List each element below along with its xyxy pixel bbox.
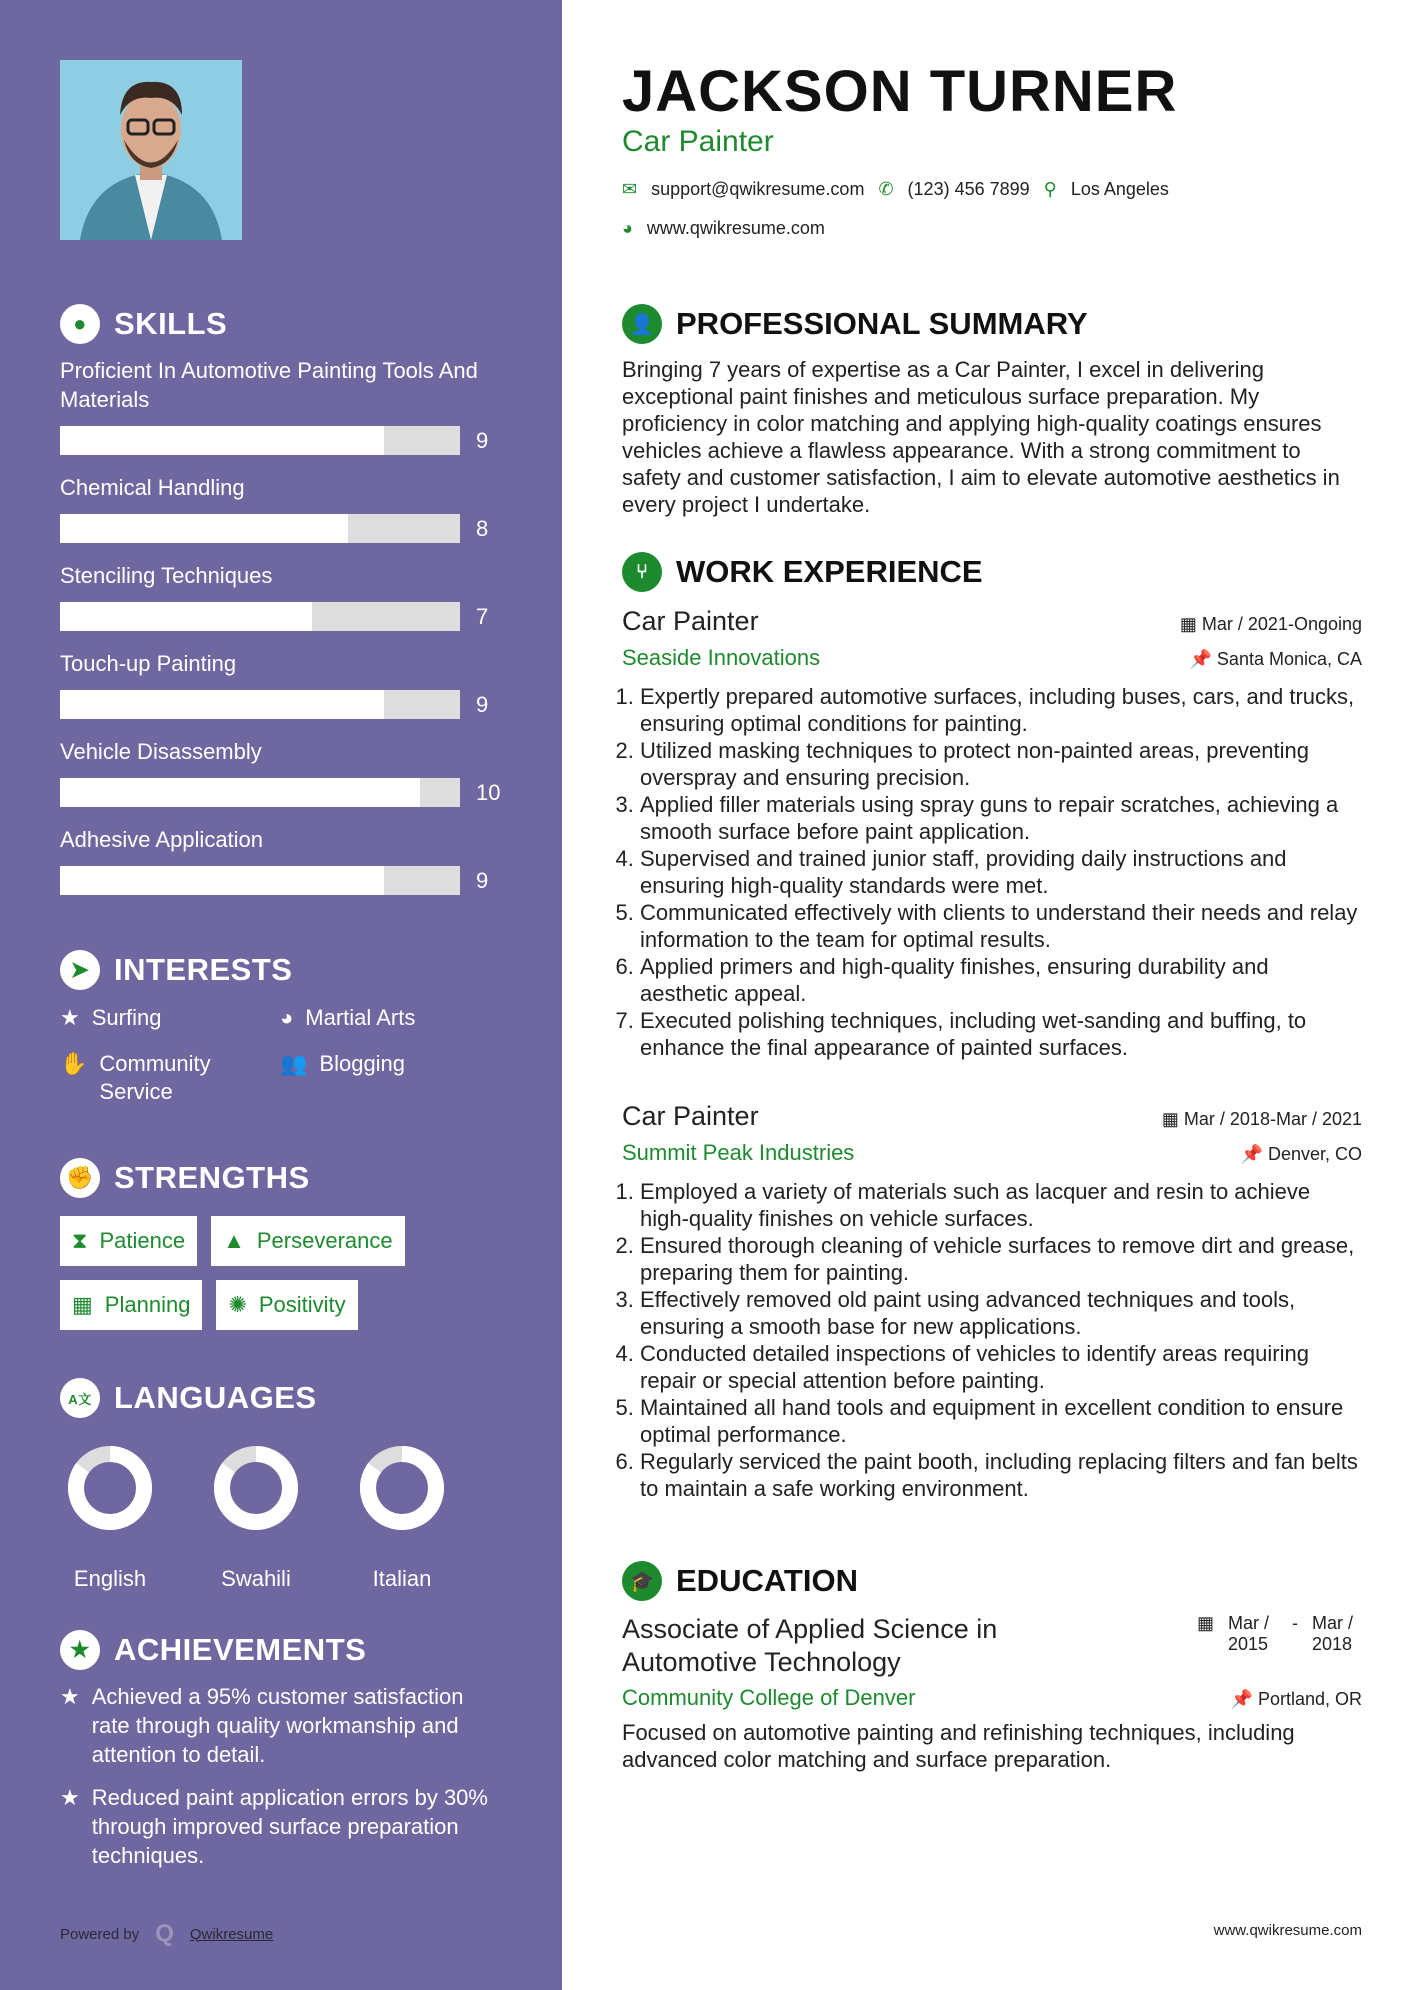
road-icon: ▲ <box>223 1228 245 1253</box>
pin-icon: 📌 <box>1189 649 1212 669</box>
jobs-list <box>622 606 1362 1502</box>
achievement-item: ★ Achieved a 95% customer satisfaction rate through quality workmanship and attention to detail. <box>60 1684 464 1767</box>
fist-icon: ✊ <box>60 1158 100 1198</box>
footer-url[interactable]: www.qwikresume.com <box>1213 1922 1362 1939</box>
job-bullet: 5. Maintained all hand tools and equipment in excellent condition to ensure optimal performance. <box>640 1394 1362 1448</box>
achievements-heading: ★ ACHIEVEMENTS <box>60 1630 500 1670</box>
calendar-icon: ▦ <box>1161 1109 1179 1129</box>
achievement-item: ★ Reduced paint application errors by 30% through improved surface preparation techniques. <box>60 1785 488 1868</box>
skill-item: Adhesive Application 9 <box>60 825 562 895</box>
interest-item: ✋ Community Service <box>60 1051 211 1104</box>
job-entry: Car Painter ▦ Mar / 2018-Mar / 2021 Summit Peak Industries 📌 Denver, CO 1. Employed a variety of materials such as lacquer and resin to achieve high-quality finishes on vehicle surfaces. 2. Ensured thorough cleaning of vehicle surfaces to remove dirt and grease, preparing them for painting. 3. Effectively removed old paint using advanced techniques and tools, ensuring a smooth base for new applications. 4. Conducted detailed inspections of vehicles to identify areas requiring repair or special attention before painting. 5. Maintained all hand tools and equipment in excellent condition to ensure optimal performance. 6. Regularly serviced the paint booth, including replacing filters and fan belts to maintain a safe working environment. <box>622 1101 1362 1502</box>
job-bullet: 4. Conducted detailed inspections of vehicles to identify areas requiring repair or special attention before painting. <box>640 1340 1362 1394</box>
job-entry: Car Painter ▦ Mar / 2021-Ongoing Seaside Innovations 📌 Santa Monica, CA 1. Expertly prepared automotive surfaces, including buses, cars, and trucks, ensuring optimal conditions for painting. 2. Utilized masking techniques to protect non-painted areas, preventing overspray and ensuring precision. 3. Applied filler materials using spray guns to repair scratches, achieving a smooth surface before paint application. 4. Supervised and trained junior staff, providing daily instructions and ensuring high-quality standards were met. 5. Communicated effectively with clients to understand their needs and relay information to the team for optimal results. 6. Applied primers and high-quality finishes, ensuring durability and aesthetic appeal. 7. Executed polishing techniques, including wet-sanding and buffing, to enhance the final appearance of painted surfaces. <box>622 606 1362 1061</box>
translate-icon: A文 <box>60 1378 100 1418</box>
education-dates: ▦ Mar / 2015 - Mar / 2018 <box>1196 1613 1354 1654</box>
email-link[interactable]: support@qwikresume.com <box>651 179 865 199</box>
hand-icon: ✋ <box>60 1051 88 1076</box>
skill-bar-fill <box>60 514 348 543</box>
job-bullet: 1. Employed a variety of materials such as lacquer and resin to achieve high-quality finishes on vehicle surfaces. <box>640 1178 1362 1232</box>
powered-by: Powered by Q Qwikresume <box>60 1920 274 1947</box>
skill-item: Vehicle Disassembly 10 <box>60 737 562 807</box>
pin-icon: 📌 <box>1230 1689 1253 1709</box>
globe-icon: ◕ <box>280 1005 294 1030</box>
lightbulb-icon: ● <box>60 304 100 344</box>
calendar-icon: ▦ <box>1179 614 1197 634</box>
skill-item: Touch-up Painting 9 <box>60 649 562 719</box>
job-bullet: 3. Effectively removed old paint using advanced techniques and tools, ensuring a smooth base for new applications. <box>640 1286 1362 1340</box>
skill-item: Proficient In Automotive Painting Tools And Materials 9 <box>60 356 562 455</box>
star-icon: ★ <box>60 1785 80 1810</box>
languages-list <box>62 1440 450 1592</box>
language-donut <box>208 1440 304 1536</box>
strength-tag: ▲ Perseverance <box>211 1216 405 1266</box>
website-link[interactable]: www.qwikresume.com <box>646 218 825 238</box>
qwikresume-link[interactable]: Qwikresume <box>189 1925 274 1943</box>
skill-bar-fill <box>60 866 384 895</box>
strength-tag: ▦ Planning <box>60 1280 202 1330</box>
skill-item: Chemical Handling 8 <box>60 473 562 543</box>
skills-heading: ● SKILLS <box>60 304 562 344</box>
company: Summit Peak Industries <box>622 1140 855 1165</box>
calendar-icon: ▦ <box>1196 1613 1214 1633</box>
job-bullet: 7. Executed polishing techniques, including wet-sanding and buffing, to enhance the final appearance of painted surfaces. <box>640 1007 1362 1061</box>
job-bullet: 6. Regularly serviced the paint booth, including replacing filters and fan belts to maintain a safe working environment. <box>640 1448 1362 1502</box>
website-row <box>622 218 1362 239</box>
job-bullet: 5. Communicated effectively with clients to understand their needs and relay information to the team for optimal results. <box>640 899 1362 953</box>
envelope-icon: ✉ <box>622 179 638 199</box>
interests-list <box>60 1004 480 1106</box>
skill-bar-fill <box>60 690 384 719</box>
skill-bar-fill <box>60 602 312 631</box>
summary-heading: 👤 PROFESSIONAL SUMMARY <box>622 304 1362 344</box>
users-icon: 👥 <box>280 1051 308 1076</box>
strength-tag: ⧗ Patience <box>60 1216 197 1266</box>
job-title: Car Painter <box>622 125 774 158</box>
star-icon: ★ <box>60 1005 80 1030</box>
qwikresume-logo-icon: Q <box>155 1920 174 1947</box>
job-bullet: 3. Applied filler materials using spray guns to repair scratches, achieving a smooth surface before paint application. <box>640 791 1362 845</box>
profile-photo <box>60 60 242 240</box>
job-bullet: 6. Applied primers and high-quality finishes, ensuring durability and aesthetic appeal. <box>640 953 1362 1007</box>
phone-icon: ✆ <box>878 179 894 199</box>
education-text: Focused on automotive painting and refinishing techniques, including advanced color matching and surface preparation. <box>622 1720 1295 1772</box>
skill-bar <box>60 866 460 895</box>
language-donut <box>354 1440 450 1536</box>
job-bullet: 1. Expertly prepared automotive surfaces, including buses, cars, and trucks, ensuring optimal conditions for painting. <box>640 683 1362 737</box>
paper-plane-icon: ➤ <box>60 950 100 990</box>
skill-bar <box>60 602 460 631</box>
language-item: English <box>62 1440 158 1592</box>
job-bullet: 2. Ensured thorough cleaning of vehicle surfaces to remove dirt and grease, preparing them for painting. <box>640 1232 1362 1286</box>
skill-item: Stenciling Techniques 7 <box>60 561 562 631</box>
company: Seaside Innovations <box>622 645 821 670</box>
contact-row <box>622 179 1362 200</box>
education-heading: 🎓 EDUCATION <box>622 1561 1362 1601</box>
graduate-icon: 🎓 <box>622 1561 662 1601</box>
skill-bar-fill <box>60 778 420 807</box>
pin-icon: 📌 <box>1240 1144 1263 1164</box>
degree: Associate of Applied Science in Automotive Technology <box>622 1614 998 1677</box>
job-bullet: 2. Utilized masking techniques to protect non-painted areas, preventing overspray and ensuring precision. <box>640 737 1362 791</box>
job-bullet: 4. Supervised and trained junior staff, providing daily instructions and ensuring high-quality standards were met. <box>640 845 1362 899</box>
location: Los Angeles <box>1070 179 1169 199</box>
summary-text: Bringing 7 years of expertise as a Car Painter, I excel in delivering exceptional paint finishes and meticulous surface preparation. My proficiency in color matching and applying high-quality coatings ensures vehicles achieve a flawless appearance. With a strong commitment to safety and customer satisfaction, I aim to elevate automotive aesthetics in every project I undertake. <box>622 357 1340 517</box>
sun-icon: ✺ <box>228 1292 247 1317</box>
skills-list <box>60 356 562 895</box>
phone: (123) 456 7899 <box>907 179 1030 199</box>
skill-bar <box>60 514 460 543</box>
languages-heading: A文 LANGUAGES <box>60 1378 317 1418</box>
globe-icon: ◕ <box>622 218 633 238</box>
chair-icon: ⑂ <box>622 552 662 592</box>
interest-item: ◕ Martial Arts <box>280 1005 416 1030</box>
interests-heading: ➤ INTERESTS <box>60 950 480 990</box>
calendar-icon: ▦ <box>72 1292 93 1317</box>
strengths-list <box>60 1216 480 1330</box>
job-title: Car Painter <box>622 1101 759 1131</box>
user-icon: 👤 <box>622 304 662 344</box>
strength-tag: ✺ Positivity <box>216 1280 357 1330</box>
star-badge-icon: ★ <box>60 1630 100 1670</box>
map-pin-icon: ⚲ <box>1043 179 1057 199</box>
school: Community College of Denver <box>622 1685 916 1710</box>
interest-item: ★ Surfing <box>60 1005 162 1030</box>
work-heading: ⑂ WORK EXPERIENCE <box>622 552 1362 592</box>
language-donut <box>62 1440 158 1536</box>
sidebar <box>0 0 562 1990</box>
language-item: Italian <box>354 1440 450 1592</box>
strengths-heading: ✊ STRENGTHS <box>60 1158 480 1198</box>
interest-item: 👥 Blogging <box>280 1050 480 1106</box>
skill-bar <box>60 426 460 455</box>
language-item: Swahili <box>208 1440 304 1592</box>
job-title: Car Painter <box>622 606 759 636</box>
skill-bar-fill <box>60 426 384 455</box>
star-icon: ★ <box>60 1684 80 1709</box>
hourglass-icon: ⧗ <box>72 1228 88 1253</box>
candidate-name: JACKSON TURNER <box>622 59 1178 124</box>
achievements-list <box>60 1682 500 1870</box>
skill-bar <box>60 778 460 807</box>
skill-bar <box>60 690 460 719</box>
